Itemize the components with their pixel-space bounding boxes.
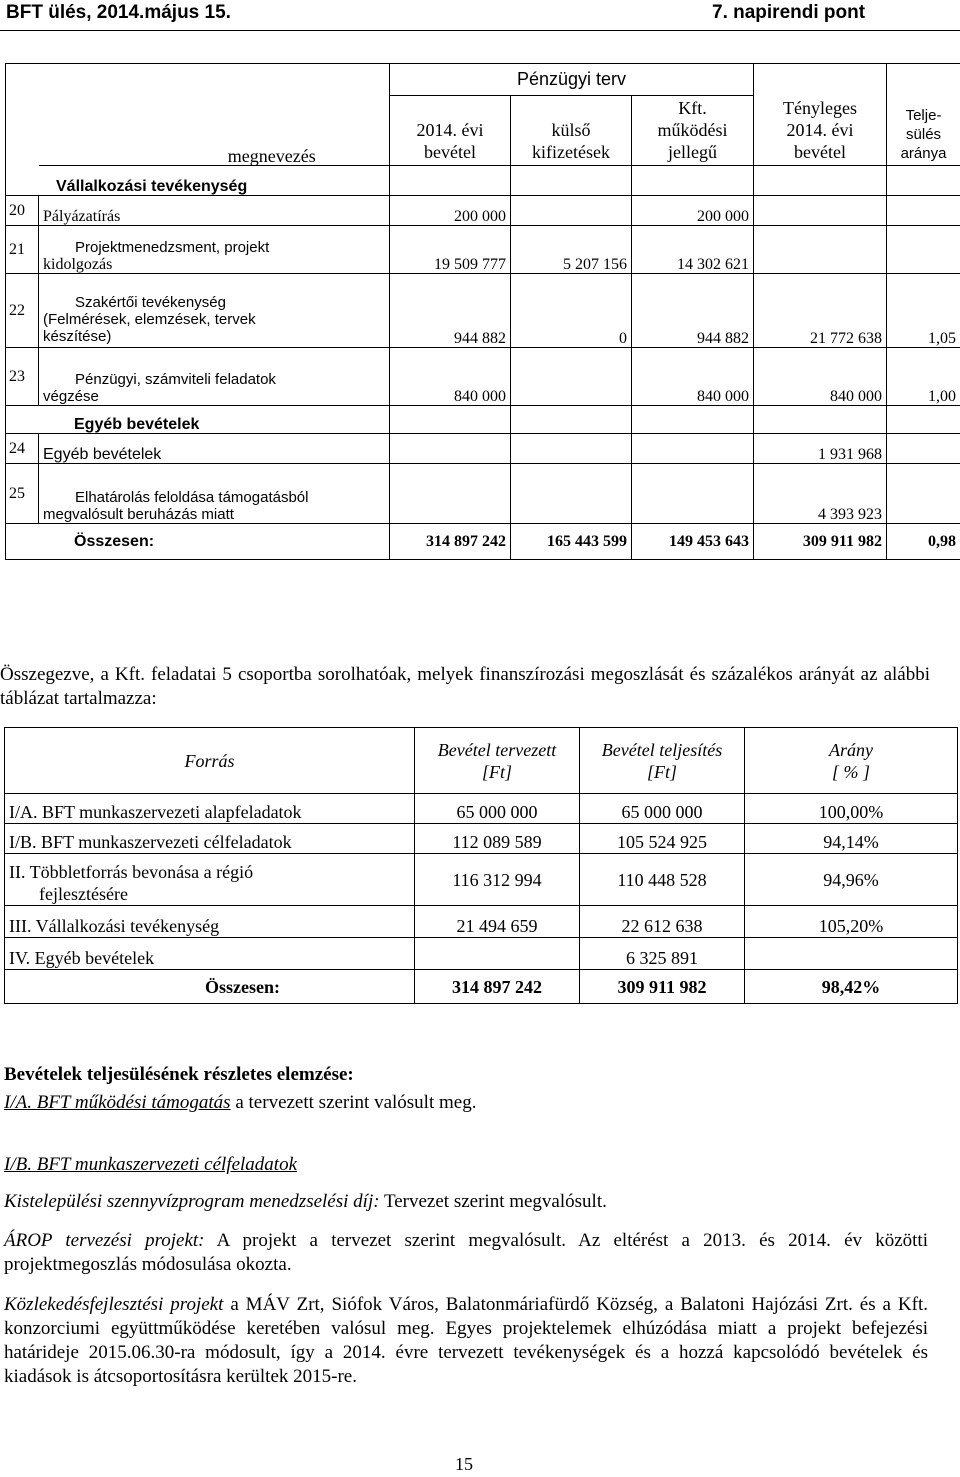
agenda-item: 7. napirendi pont xyxy=(712,2,866,23)
meeting-date: BFT ülés, 2014.május 15. xyxy=(6,2,231,23)
table-row: I/B. BFT munkaszervezeti célfeladatok 112 089 589 105 524 925 94,14% xyxy=(5,824,958,854)
p3-paragraph: Közlekedésfejlesztési projekt a MÁV Zrt, Siófok Város, Balatonmáriafürdő Község, a Balatoni Hajózási Zrt. és a Kft. konzorciumi együttműködése keretében valósul meg. Egyes projektelemek elhúzódása miatt a projekt befejezési határideje 2015.06.30-ra módosult, így a 2014. évre tervezett tevékenységek és a hozzá kapcsolódó bevételek és kiadások is átcsoportosításra kerültek 2015-re. xyxy=(4,1294,928,1387)
h-forras: Forrás xyxy=(5,728,415,794)
page-number: 15 xyxy=(455,1454,473,1474)
table-row: 23 Pénzügyi, számviteli feladatok végzése 840 000 840 000 840 000 1,00 xyxy=(6,348,960,406)
table-row: II. Többletforrás bevonása a régió fejlesztésére 116 312 994 110 448 528 94,96% xyxy=(5,854,958,906)
col-tenyleges: Tényleges 2014. évi bevétel xyxy=(754,96,887,166)
header-rule xyxy=(0,30,960,31)
col-bevetel: 2014. évi bevétel xyxy=(390,96,511,166)
col-megnevezes: megnevezés xyxy=(39,96,390,166)
summary-paragraph: Összegezve, a Kft. feladatai 5 csoportba sorolhatóak, melyek finanszírozási megoszlását és százalékos arányát az alábbi táblázat tartalmazza: xyxy=(0,664,930,709)
table-row: 25 Elhatárolás feloldása támogatásból megvalósult beruházás miatt 4 393 923 xyxy=(6,464,960,524)
p1-paragraph: Kistelepülési szennyvízprogram menedzselési díj: Tervezet szerint megvalósult. xyxy=(4,1191,607,1212)
total-row: Összesen: 314 897 242 165 443 599 149 453 643 309 911 982 0,98 xyxy=(6,524,960,560)
table-row: 20 Pályázatírás 200 000 200 000 xyxy=(6,196,960,226)
p2-paragraph: ÁROP tervezési projekt: A projekt a tervezet szerint megvalósult. Az eltérést a 2013. és 2014. év közötti projektmegoszlás módosulása okozta. xyxy=(4,1230,928,1275)
group-header-penzugyi-terv: Pénzügyi terv xyxy=(390,64,754,96)
table-row: 21 Projektmenedzsment, projekt kidolgozás 19 509 777 5 207 156 14 302 621 xyxy=(6,226,960,274)
total-row: Összesen: 314 897 242 309 911 982 98,42% xyxy=(5,970,958,1004)
col-kft: Kft. működési jellegű xyxy=(632,96,754,166)
financial-plan-table xyxy=(5,63,960,560)
analysis-title: Bevételek teljesülésének részletes elemzése: xyxy=(4,1064,354,1085)
table-row: IV. Egyéb bevételek 6 325 891 xyxy=(5,938,958,970)
table-row: I/A. BFT munkaszervezeti alapfeladatok 65 000 000 65 000 000 100,00% xyxy=(5,794,958,824)
col-kulso: külső kifizetések xyxy=(511,96,632,166)
ia-paragraph: I/A. BFT működési támogatás a tervezett szerint valósult meg. xyxy=(4,1092,477,1113)
table-row: 22 Szakértői tevékenység (Felmérések, elemzések, tervek készítése) 944 882 0 944 882 21 772 638 1,05 xyxy=(6,274,960,348)
page-header xyxy=(6,2,960,26)
section-egyeb: Egyéb bevételek xyxy=(6,406,390,434)
section-vallalkozasi: Vállalkozási tevékenység xyxy=(6,166,390,196)
source-summary-table: Forrás Bevétel tervezett [Ft] Bevétel teljesítés [Ft] Arány [ % ] I/A. BFT munkaszervezeti alapfeladatok 65 000 000 65 000 000 100,00% I/B. BFT munkaszervezeti célfeladatok 112 089 589 105 524 925 94,14% II. Többletforrás bevonása a régió fejlesztésére 116 312 994 110 448 528 94,96% III. Vállalkozási tevékenység 21 494 659 22 612 638 105,20% IV. Egyéb bevételek 6 325 891 Összesen: 314 897 242 309 911 982 98,42% xyxy=(4,727,958,1004)
table-row: 24 Egyéb bevételek 1 931 968 xyxy=(6,434,960,464)
ib-heading: I/B. BFT munkaszervezeti célfeladatok xyxy=(4,1154,298,1175)
table-row: III. Vállalkozási tevékenység 21 494 659 22 612 638 105,20% xyxy=(5,906,958,938)
col-teljesules: Telje- sülés aránya xyxy=(887,96,960,166)
